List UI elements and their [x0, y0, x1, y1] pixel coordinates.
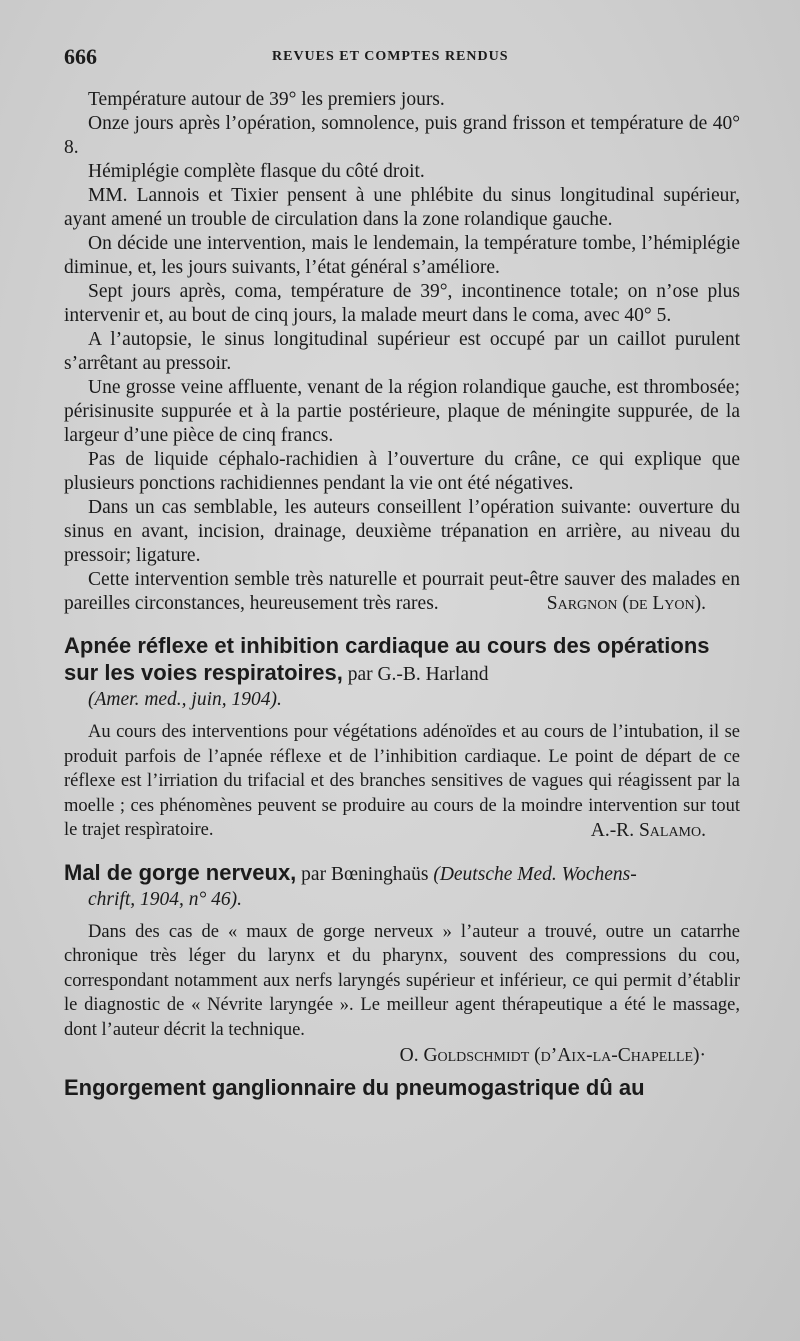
article-byline-text: par Bœninghaüs	[296, 863, 434, 885]
article-byline	[296, 864, 636, 885]
paragraph: Température autour de 39° les premiers jours.	[88, 89, 445, 110]
article-body: Au cours des interventions pour végétations adénoïdes et au cours de l’intubation, il se produit parfois de l’apnée réflexe et de l’inhibition cardiaque. Le point de départ de ce réflexe est l’irriation du trifacial et des branches sensitives de vagues qui réagissent par la moelle ; ces phénomènes peuvent se produire au cours de la moindre intervention sur tout le trajet respìratoire.	[64, 722, 740, 840]
author-signature: A.-R. Salamo.	[590, 819, 706, 841]
paragraph: A l’autopsie, le sinus longitudinal supérieur est occupé par un caillot purulent s’arrêtant au pressoir.	[64, 329, 740, 374]
paragraph: On décide une intervention, mais le lendemain, la température tombe, l’hémiplégie diminue, et, les jours suivants, l’état général s’améliore.	[64, 233, 740, 278]
paragraph: Sept jours après, coma, température de 39°, incontinence totale; on n’ose plus intervenir et, au bout de cinq jours, la malade meurt dans le coma, avec 40° 5.	[64, 281, 740, 326]
article-byline-text: par G.-B. Harland	[342, 664, 489, 685]
paragraph: Onze jours après l’opération, somnolence, puis grand frisson et température de 40° 8.	[64, 113, 740, 158]
article-next	[64, 1074, 740, 1101]
article-title	[64, 632, 740, 688]
article-citation-text: chrift, 1904, n° 46).	[88, 888, 243, 910]
paragraph: Une grosse veine affluente, venant de la région rolandique gauche, est thrombosée; périsinusite suppurée et à la partie postérieure, plaque de méningite suppurée, de la largeur d’une pièce de cinq francs.	[64, 377, 740, 446]
article-title-text: Apnée réflexe et inhibition cardiaque au cours des opérations sur les voies respiratoires,	[64, 633, 710, 685]
article-byline	[343, 664, 489, 685]
article-title-text: Mal de gorge nerveux,	[64, 859, 297, 885]
running-title: REVUES ET COMPTES RENDUS	[272, 49, 509, 64]
article-harland	[64, 632, 740, 843]
article-title: Engorgement ganglionnaire du pneumogastrique dû au	[64, 1075, 645, 1100]
article-title	[64, 859, 740, 888]
author-signature: O. Goldschmidt (d’Aix-la-Chapelle)·	[399, 1045, 706, 1066]
paragraph: MM. Lannois et Tixier pensent à une phlébite du sinus longitudinal supérieur, ayant amené un trouble de circulation dans la zone rolandique gauche.	[64, 185, 740, 230]
paragraph: Hémiplégie complète flasque du côté droit.	[88, 161, 425, 182]
article-body: Dans des cas de « maux de gorge nerveux » l’auteur a trouvé, outre un catarrhe chronique très léger du larynx et du pharynx, souvent des compressions du cou, correspondant notamment aux nerfs laryngés supérieur et inférieur, ce qui permit d’établir le diagnostic de « Névrite laryngée ». Le meilleur agent thérapeutique a été le massage, dont l’auteur décrit la technique.	[64, 921, 740, 1040]
author-signature: Sargnon (de Lyon).	[546, 593, 706, 614]
article-citation	[64, 688, 740, 712]
paragraph: Dans un cas semblable, les auteurs conseillent l’opération suivante: ouverture du sinus en avant, incision, drainage, deuxième trépanation en arrière, au niveau du pressoir; ligature.	[64, 497, 740, 566]
page-number: 666	[64, 44, 97, 69]
paragraph: Pas de liquide céphalo-rachidien à l’ouverture du crâne, ce qui explique que plusieurs ponctions rachidiennes pendant la vie ont été négatives.	[64, 449, 740, 494]
article-citation-text: (Amer. med., juin, 1904).	[88, 689, 282, 710]
article-citation	[64, 888, 740, 912]
article-boeninghaus	[64, 859, 740, 1069]
article-citation-text: (Deutsche Med. Wochens-	[433, 863, 637, 885]
page-body	[64, 88, 740, 1101]
paragraph: Cette intervention semble très naturelle et pourrait peut-être sauver des malades en pareilles circonstances, heureusement très rares.	[64, 569, 740, 614]
page-header	[64, 44, 736, 74]
